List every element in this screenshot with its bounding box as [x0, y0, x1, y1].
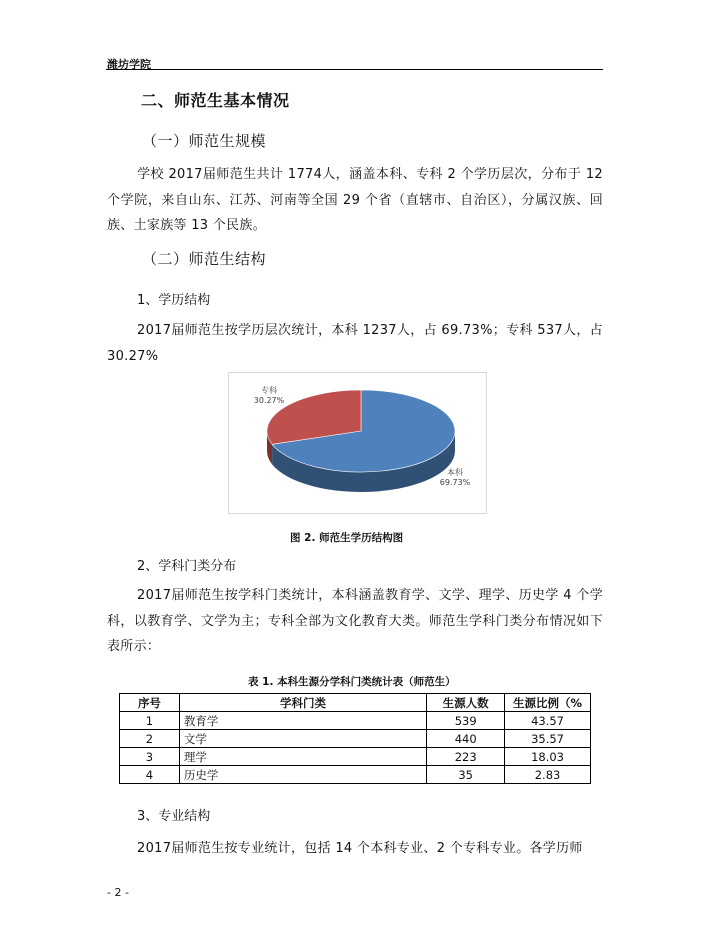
table-row — [120, 712, 591, 730]
table-header-row — [120, 694, 591, 712]
cell-ratio: 18.03 — [505, 748, 591, 766]
pie-chart-svg — [229, 373, 486, 513]
header-cell-discipline: 学科门类 — [179, 694, 426, 712]
cell-discipline: 教育学 — [179, 712, 426, 730]
heading-education-structure: 1、学历结构 — [137, 293, 211, 308]
cell-index: 2 — [120, 730, 180, 748]
header-cell-ratio: 生源比例（% — [505, 694, 591, 712]
subsection-heading-structure: （二）师范生结构 — [142, 250, 267, 268]
cell-discipline: 文学 — [179, 730, 426, 748]
heading-major: 3、专业结构 — [137, 809, 211, 824]
paragraph-scale — [107, 162, 603, 239]
table-row — [120, 748, 591, 766]
section-heading-main: 二、师范生基本情况 — [141, 91, 290, 110]
paragraph-discipline-text: 2017届师范生按学科门类统计，本科涵盖教育学、文学、理学、历史学 4 个学科，以教育学、文学为主；专科全部为文化教育大类。师范生学科门类分布情况如下表所示： — [107, 588, 603, 654]
paragraph-education — [107, 318, 603, 369]
paragraph-major-text: 2017届师范生按专业统计，包括 14 个本科专业、2 个专科专业。各学历师 — [137, 841, 583, 856]
table-caption: 表 1. 本科生源分学科门类统计表（师范生） — [248, 676, 456, 688]
cell-index: 3 — [120, 748, 180, 766]
pie-label-name-0: 本科 — [447, 468, 463, 477]
cell-count: 440 — [427, 730, 505, 748]
discipline-table — [119, 693, 591, 784]
header-cell-count: 生源人数 — [427, 694, 505, 712]
page-number: - 2 - — [107, 886, 129, 899]
heading-discipline: 2、学科门类分布 — [137, 559, 237, 574]
cell-count: 223 — [427, 748, 505, 766]
table-row — [120, 730, 591, 748]
cell-index: 1 — [120, 712, 180, 730]
paragraph-education-text: 2017届师范生按学历层次统计，本科 1237人，占 69.73%；专科 537人，占 30.27% — [107, 323, 603, 364]
pie-label-name-1: 专科 — [261, 386, 277, 395]
paragraph-scale-text: 学校 2017届师范生共计 1774人，涵盖本科、专科 2 个学历层次，分布于 12 个学院，来自山东、江苏、河南等全国 29 个省（直辖市、自治区），分属汉族、回族、土家族等 13 个民族。 — [107, 167, 603, 233]
cell-index: 4 — [120, 766, 180, 784]
paragraph-major — [107, 836, 603, 862]
pie-label-value-1: 30.27% — [253, 396, 285, 405]
cell-ratio: 2.83 — [505, 766, 591, 784]
cell-ratio: 35.57 — [505, 730, 591, 748]
education-pie-chart — [228, 372, 487, 514]
header-institution: 潍坊学院 — [107, 58, 151, 71]
cell-count: 35 — [427, 766, 505, 784]
subsection-heading-scale: （一）师范生规模 — [142, 132, 267, 150]
pie-label-value-0: 69.73% — [439, 478, 471, 487]
cell-ratio: 43.57 — [505, 712, 591, 730]
cell-discipline: 理学 — [179, 748, 426, 766]
cell-discipline: 历史学 — [179, 766, 426, 784]
header-rule — [106, 69, 603, 70]
cell-count: 539 — [427, 712, 505, 730]
figure-caption: 图 2. 师范生学历结构图 — [290, 532, 404, 544]
table-row — [120, 766, 591, 784]
header-cell-index: 序号 — [120, 694, 180, 712]
paragraph-discipline — [107, 583, 603, 660]
